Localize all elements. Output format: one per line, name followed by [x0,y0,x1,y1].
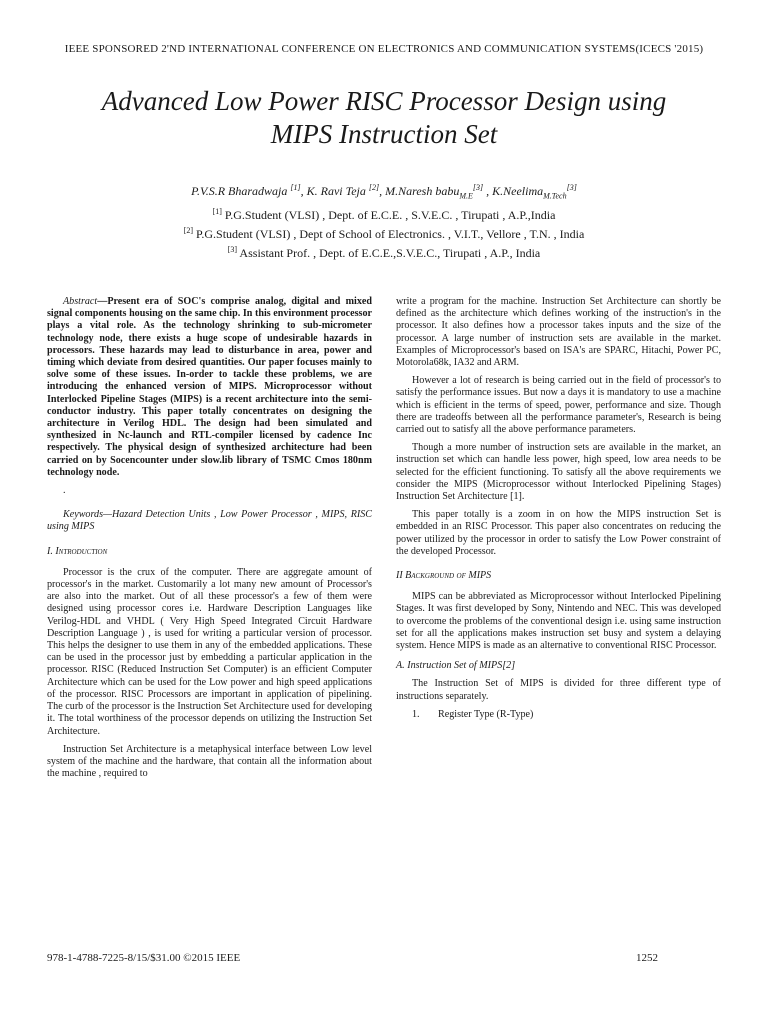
title-line-2: MIPS Instruction Set [270,119,498,149]
instruction-set-paragraph: The Instruction Set of MIPS is divided for three different type of instructions separately. [396,678,721,702]
author-1: P.V.S.R Bharadwaja [191,184,291,198]
affiliation-2-ref: [2] [183,226,194,236]
right-paragraph-2: However a lot of research is being carried out in the field of processor's to satisfy the performance issues. But now a days it is mandatory to use a machine which is efficient in the terms of speed, power, performance and size. Though there are tradeoffs between all the performance parameter's, Research is being carried out to satisfy all the above performance parameters. [396,375,721,436]
affiliation-3-text: Assistant Prof. , Dept. of E.C.E.,S.V.E.C., Tirupati , A.P., India [237,246,541,261]
affiliation-2-text: P.G.Student (VLSI) , Dept of School of Electronics. , V.I.T., Vellore , T.N. , India [193,227,585,242]
right-column [396,296,721,721]
conference-header: IEEE SPONSORED 2'ND INTERNATIONAL CONFERENCE ON ELECTRONICS AND COMMUNICATION SYSTEMS(ICECS '2015) [64,43,704,55]
abstract-label: Abstract [63,296,98,307]
author-3: , M.Naresh babu [379,184,460,198]
subsection-heading-instruction-set: A. Instruction Set of MIPS[2] [396,660,516,672]
author-2: , K. Ravi Teja [300,184,369,198]
affiliation-3 [40,242,728,261]
list-item [396,709,721,721]
footer-isbn: 978-1-4788-7225-8/15/$31.00 ©2015 IEEE [47,952,241,964]
list-item-text: Register Type (R-Type) [438,708,534,720]
section-heading-background: II Background of MIPS [396,570,492,582]
author-block [40,180,728,261]
right-paragraph-1: write a program for the machine. Instruction Set Architecture can shortly be defined as the architecture which defines working of the instruction's in the processor. It also defines how a processor takes inputs and the size of the processor. A large number of instruction sets are available in the market. Examples of Microprocessor's based on ISA's are SPARC, Hitachi, Power PC, Motorola68k, IA32 and ARM. [396,296,721,369]
paper-title [30,85,738,151]
abstract-dot: . [63,485,66,497]
abstract-text: —Present era of SOC's comprise analog, digital and mixed signal components housing on the same chip. In this environment processor plays a vital role. As the technology shrinking to sub-micrometer technology node, there exists a huge scope of undesirable hazards in processors. These hazards may lead to disturbance in area, power and timing which deviate from desired quantities. Our paper focuses mainly to solve some of these issues. In-order to tackle these problems, we are introducing the enhanced version of MIPS. Microprocessor without Interlocked Pipeline Stages (MIPS) is a recent architecture into the semi-conductor industry. This paper totally concentrates on designing the architecture in Verilog HDL. The design had been simulated and synthesized in Nc-launch and RTL-compiler licensed by cadence Inc respectively. The physical design of synthesized architecture had been carried on by Socencounter under slow.lib library of TSMC Cmos 180nm technology node. [47,296,372,478]
background-paragraph-1: MIPS can be abbreviated as Microprocessor without Interlocked Pipelining Stages. It was first developed by Sony, Nintendo and NEC. This was developed to overcome the problems of the conventional design i.e. using same instruction set for all the applications makes instruction set busy and system a delaying system. Hence MIPS is made as an alternative to conventional RISC Processor. [396,591,721,652]
right-paragraph-3: Though a more number of instruction sets are available in the market, an instruction set which can handle less power, high speed, low area needs to be selected for the efficient functioning. To satisfy all the above requirements we consider the MIPS (Microprocessor without Interlocked Pipelining Stages) Instruction Set Architecture [1]. [396,442,721,503]
author-3-degree: M.E [459,191,473,201]
affiliation-1 [40,204,728,223]
keywords: Keywords—Hazard Detection Units , Low Power Processor , MIPS, RISC using MIPS [47,509,372,533]
right-paragraph-4: This paper totally is a zoom in on how the MIPS instruction Set is embedded in an RISC Processor. This paper also concentrates on reducing the power utilized by the processor in order to satisfy the Low Power constraint of the developed Processor. [396,509,721,557]
affiliation-1-ref: [1] [212,207,222,217]
author-2-ref: [2] [368,183,380,192]
title-line-1: Advanced Low Power RISC Processor Design using [101,86,667,116]
author-4-ref: [3] [566,183,577,192]
abstract [47,296,372,479]
affiliation-3-ref: [3] [227,245,238,255]
author-3-ref: [3] [472,183,484,192]
author-4: , K.Neelima [483,184,544,198]
left-column [47,296,372,786]
page-number: 1252 [636,952,658,964]
intro-paragraph-1: Processor is the crux of the computer. There are aggregate amount of processor's in the market. Customarily a lot many new amount of Processor's are also into the market. Out of all these processor's a few of them were designed using processor cores i.e. Hardware Description Languages like Verilog-HDL and VHDL ( Very High Speed Integrated Circuit Hardware Description Language ) , is used for writing a particular version of processor. This helps the designer to use them in any of the embedded applications. These can be used in the processor just by embedding a particular application in the processor. RISC (Reduced Instruction Set Computer) is an efficient Computer Architecture which can be used for the Low power and high speed applications of the processor. RISC Processors are important in application of pipelining. The curb of the processor is the Instruction Set Architecture used for developing it. The total worthiness of the processor depends on utilizing the Instruction Set Architecture. [47,566,372,737]
author-1-ref: [1] [290,183,301,192]
author-names [40,180,728,204]
affiliation-2 [40,223,728,242]
affiliation-1-text: P.G.Student (VLSI) , Dept. of E.C.E. , S.V.E.C. , Tirupati , A.P.,India [221,208,556,223]
section-heading-introduction: I. Introduction [47,545,108,557]
intro-paragraph-2: Instruction Set Architecture is a metaphysical interface between Low level system of the machine and the hardware, that contain all the information about the machine , required to [47,743,372,780]
author-4-degree: M.Tech [543,191,567,201]
list-item-number: 1. [412,708,420,720]
